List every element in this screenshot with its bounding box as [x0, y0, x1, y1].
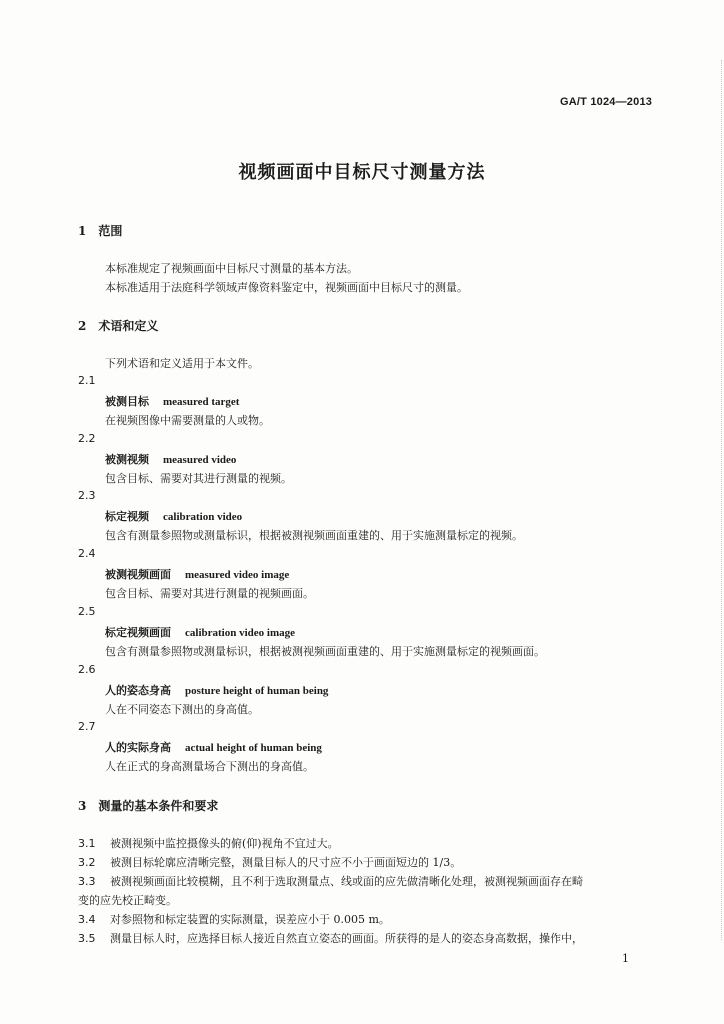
clause-text: 被测目标轮廓应清晰完整，测量目标人的尺寸应不小于画面短边的 1/3。 [110, 856, 462, 869]
term-name [105, 451, 236, 467]
clause-number: 3.3 [78, 875, 96, 888]
scan-edge-mark [719, 60, 722, 940]
section-1-line: 本标准适用于法庭科学领域声像资料鉴定中，视频画面中目标尺寸的测量。 [105, 281, 468, 294]
section-2-intro: 下列术语和定义适用于本文件。 [105, 357, 259, 370]
term-definition: 人在正式的身高测量场合下测出的身高值。 [105, 760, 314, 773]
term-en: posture height of human being [185, 685, 329, 697]
clause-text: 被测视频画面比较模糊，且不利于选取测量点、线或面的应先做清晰化处理，被测视频画面存在畸 [110, 875, 583, 888]
term-number: 2.3 [78, 489, 96, 502]
term-number: 2.2 [78, 432, 96, 445]
term-en: actual height of human being [185, 742, 322, 754]
term-name [105, 393, 239, 409]
term-zh: 标定视频画面 [105, 626, 171, 639]
clause [78, 911, 390, 927]
term-en: measured target [163, 396, 240, 408]
clause-text: 对参照物和标定装置的实际测量，误差应小于 0.005 m。 [110, 913, 390, 926]
term-number: 2.6 [78, 663, 96, 676]
term-en: calibration video image [185, 627, 295, 639]
term-definition: 在视频图像中需要测量的人或物。 [105, 414, 270, 427]
term-en: calibration video [163, 511, 243, 523]
clause-text: 测量目标人时，应选择目标人接近自然直立姿态的画面。所获得的是人的姿态身高数据，操作中， [110, 932, 583, 945]
clause [78, 873, 583, 889]
clause [78, 835, 339, 851]
term-number: 2.7 [78, 720, 96, 733]
section-1-heading: 1 范围 [78, 224, 123, 238]
page-number: 1 [622, 952, 629, 965]
term-number: 2.1 [78, 374, 96, 387]
term-definition: 包含有测量参照物或测量标识，根据被测视频画面重建的、用于实施测量标定的视频画面。 [105, 645, 545, 658]
section-1-line: 本标准规定了视频画面中目标尺寸测量的基本方法。 [105, 262, 358, 275]
term-number: 2.4 [78, 547, 96, 560]
term-name [105, 739, 322, 755]
clause-continuation: 变的应先校正畸变。 [78, 894, 177, 907]
term-definition: 包含有测量参照物或测量标识，根据被测视频画面重建的、用于实施测量标定的视频。 [105, 529, 523, 542]
term-zh: 被测目标 [105, 395, 149, 408]
term-name [105, 566, 289, 582]
term-definition: 包含目标、需要对其进行测量的视频。 [105, 472, 292, 485]
clause [78, 930, 583, 946]
term-en: measured video image [185, 569, 290, 581]
clause-number: 3.5 [78, 932, 96, 945]
clause [78, 854, 461, 870]
term-name [105, 682, 328, 698]
term-zh: 人的姿态身高 [105, 684, 171, 697]
term-number: 2.5 [78, 605, 96, 618]
term-zh: 被测视频画面 [105, 568, 171, 581]
clause-text: 被测视频中监控摄像头的俯(仰)视角不宜过大。 [110, 837, 339, 850]
term-name [105, 624, 295, 640]
clause-number: 3.4 [78, 913, 96, 926]
standard-code: GA/T 1024—2013 [560, 96, 653, 108]
term-zh: 被测视频 [105, 453, 149, 466]
section-2-heading: 2 术语和定义 [78, 319, 159, 333]
term-definition: 人在不同姿态下测出的身高值。 [105, 703, 259, 716]
term-en: measured video [163, 454, 237, 466]
document-title: 视频画面中目标尺寸测量方法 [238, 162, 486, 183]
term-definition: 包含目标、需要对其进行测量的视频画面。 [105, 587, 314, 600]
clause-number: 3.1 [78, 837, 96, 850]
term-zh: 人的实际身高 [105, 741, 171, 754]
clause-number: 3.2 [78, 856, 96, 869]
term-name [105, 508, 242, 524]
term-zh: 标定视频 [105, 510, 149, 523]
section-3-heading: 3 测量的基本条件和要求 [78, 799, 219, 813]
